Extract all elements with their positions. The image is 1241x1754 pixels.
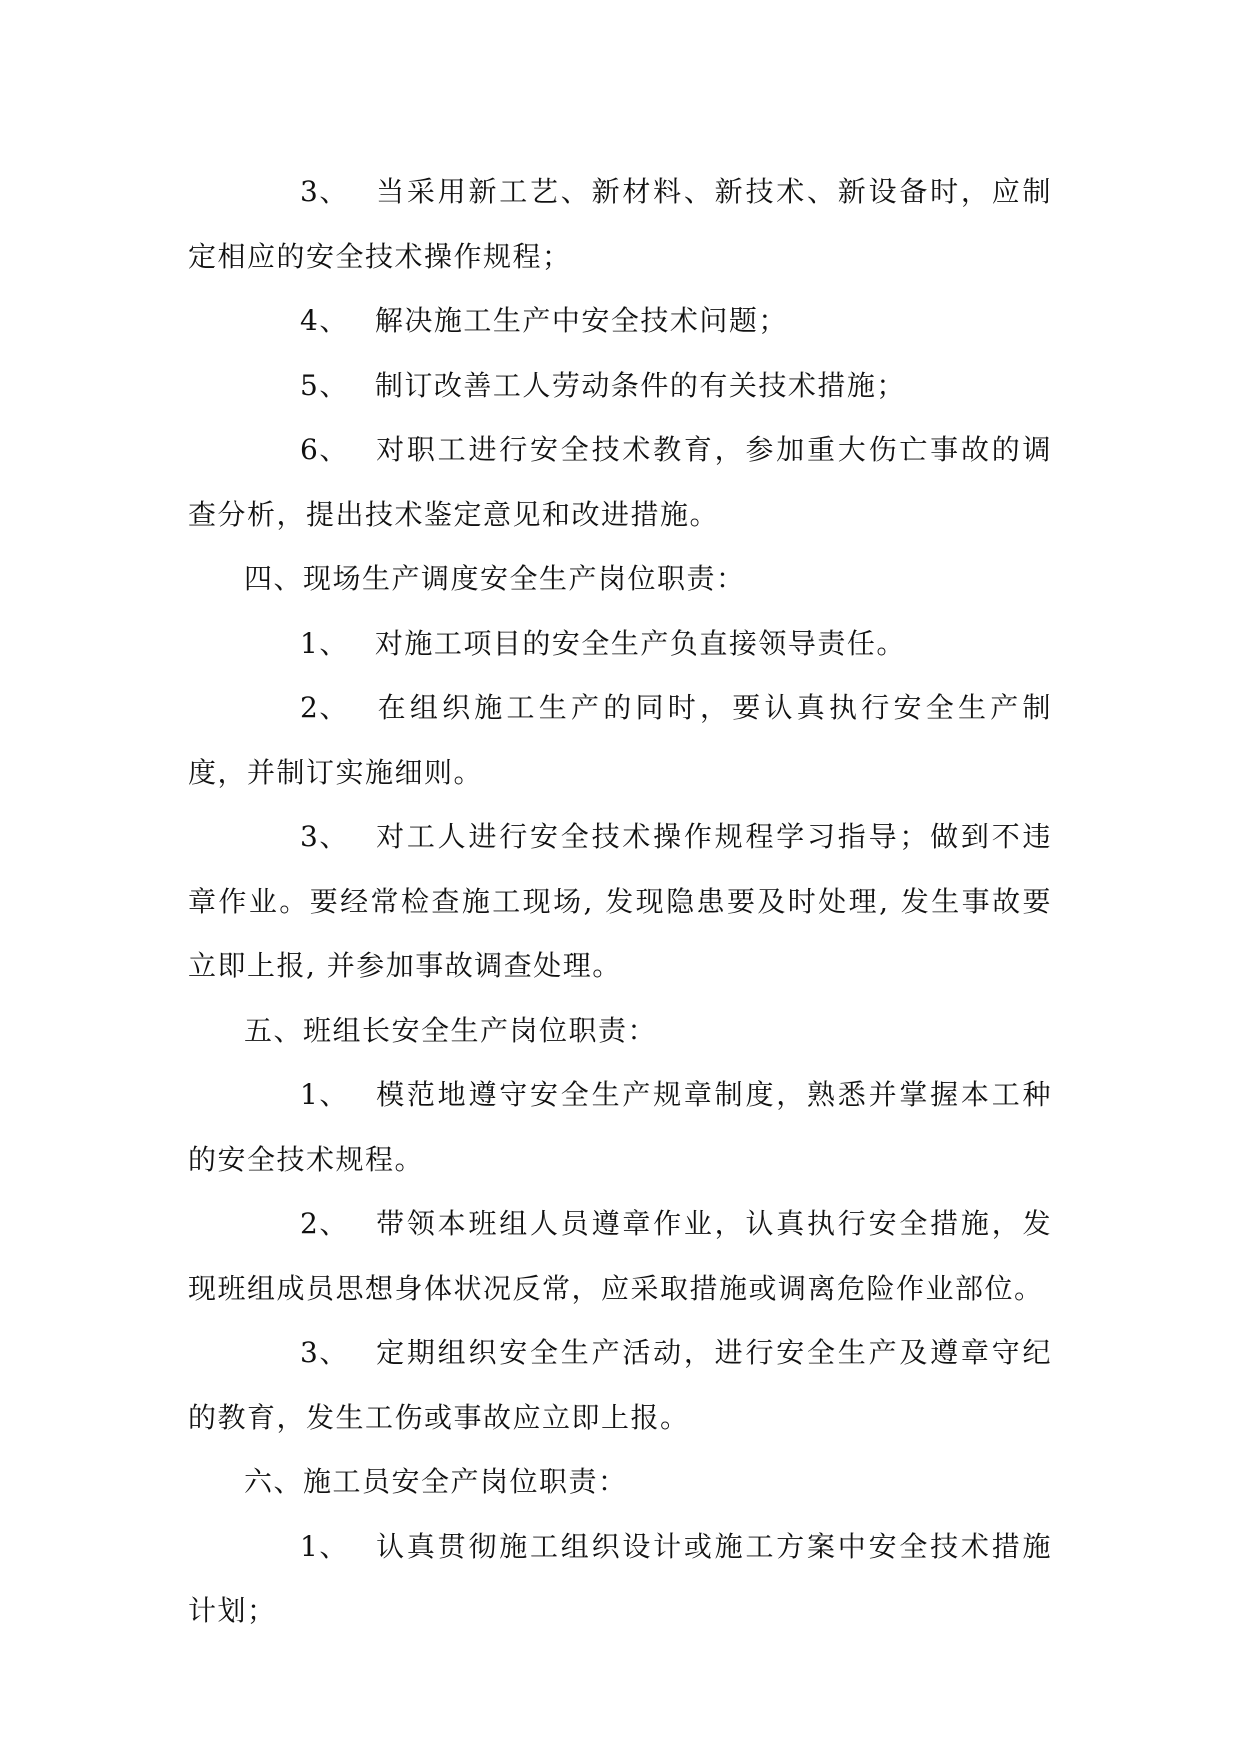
item-text: 对工人进行安全技术操作规程学习指导；做到不违章作业。要经常检查施工现场, 发现隐患要及时处理, 发生事故要立即上报, 并参加事故调查处理。: [188, 820, 1052, 982]
item-text: 认真贯彻施工组织设计或施工方案中安全技术措施计划；: [188, 1529, 1052, 1627]
list-item: [188, 354, 1052, 419]
list-item: [188, 1063, 1052, 1192]
item-text: 解决施工生产中安全技术问题；: [374, 304, 788, 337]
list-item: [188, 160, 1052, 289]
item-number: 2、: [300, 1207, 349, 1240]
item-text: 在组织施工生产的同时，要认真执行安全生产制度，并制订实施细则。: [188, 691, 1052, 789]
list-item: [188, 1321, 1052, 1450]
item-number: 6、: [300, 433, 349, 466]
item-number: 1、: [300, 1078, 349, 1111]
item-text: 带领本班组人员遵章作业，认真执行安全措施，发现班组成员思想身体状况反常，应采取措施或调离危险作业部位。: [188, 1207, 1052, 1305]
list-item: [188, 1515, 1052, 1644]
item-text: 制订改善工人劳动条件的有关技术措施；: [374, 368, 906, 402]
section-heading: [188, 1450, 1052, 1515]
list-item: [188, 612, 1052, 677]
item-number: 3、: [300, 820, 349, 853]
item-number: 1、: [300, 1529, 349, 1563]
item-number: 4、: [300, 304, 349, 337]
item-number: 3、: [300, 1336, 349, 1369]
item-number: 5、: [300, 368, 349, 402]
list-item: [188, 289, 1052, 354]
item-text: 对职工进行安全技术教育，参加重大伤亡事故的调查分析，提出技术鉴定意见和改进措施。: [188, 433, 1052, 531]
item-text: 模范地遵守安全生产规章制度，熟悉并掌握本工种的安全技术规程。: [188, 1078, 1052, 1176]
list-item: [188, 676, 1052, 805]
item-number: 2、: [300, 691, 349, 724]
section-heading: [188, 547, 1052, 612]
document-body: [188, 160, 1052, 1644]
list-item: [188, 1192, 1052, 1321]
section-heading: [188, 999, 1052, 1064]
item-text: 对施工项目的安全生产负直接领导责任。: [374, 626, 906, 660]
item-number: 3、: [300, 175, 349, 208]
list-item: [188, 805, 1052, 999]
list-item: [188, 418, 1052, 547]
heading-text: 四、现场生产调度安全生产岗位职责：: [244, 562, 746, 595]
item-number: 1、: [300, 626, 349, 660]
item-text: 当采用新工艺、新材料、新技术、新设备时，应制定相应的安全技术操作规程；: [188, 175, 1052, 273]
item-text: 定期组织安全生产活动，进行安全生产及遵章守纪的教育，发生工伤或事故应立即上报。: [188, 1336, 1052, 1434]
heading-text: 六、施工员安全产岗位职责：: [244, 1465, 628, 1498]
heading-text: 五、班组长安全生产岗位职责：: [244, 1013, 658, 1047]
